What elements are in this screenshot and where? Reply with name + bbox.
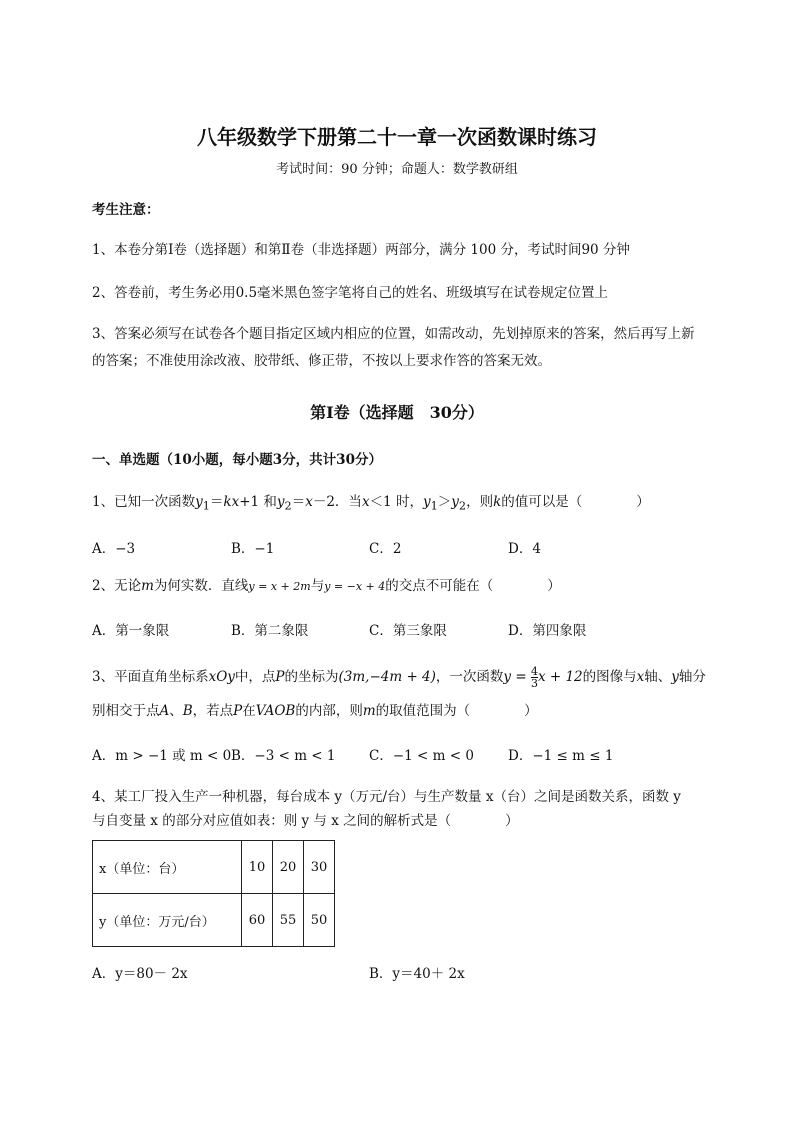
question-2-stem bbox=[92, 576, 561, 597]
question-4-stem-line-2: 与自变量 x 的部分对应值如表：则 y 与 x 之间的解析式是（ ） bbox=[92, 813, 519, 829]
question-3-stem-line-2 bbox=[92, 701, 538, 721]
q1-x: x bbox=[305, 494, 313, 510]
q2-text-3: 与 bbox=[310, 578, 325, 594]
value-table bbox=[92, 840, 335, 947]
q3-yaxis: y bbox=[671, 669, 679, 685]
q3-l2-a: 别相交于点 bbox=[92, 703, 160, 719]
note-item-2: 2、答卷前，考生务必用0.5毫米黑色签字笔将自己的姓名、班级填写在试卷规定位置上 bbox=[92, 285, 609, 301]
table-row bbox=[93, 841, 335, 894]
question-4-stem-line-1: 4、某工厂投入生产一种机器，每台成本 y（万元/台）与生产数量 x（台）之间是函数关系，函数 y bbox=[92, 789, 681, 805]
q1-option-a[interactable]: A．−3 bbox=[92, 541, 136, 557]
table-cell: 55 bbox=[273, 894, 304, 947]
q1-minus: －2．当 bbox=[312, 494, 362, 510]
note-item-3-line-2: 的答案；不准使用涂改液、胶带纸、修正带，不按以上要求作答的答案无效。 bbox=[92, 353, 551, 369]
q2-option-c[interactable]: C．第三象限 bbox=[369, 623, 447, 639]
notes-heading: 考生注意： bbox=[92, 202, 160, 218]
table-row-label-y: y（单位：万元/台） bbox=[93, 894, 242, 947]
q2-option-d[interactable]: D．第四象限 bbox=[508, 623, 587, 639]
q3-option-a[interactable]: A．m > −1 或 m < 0 bbox=[92, 748, 232, 764]
table-cell: 20 bbox=[273, 841, 304, 894]
q3-option-b[interactable]: B．−3 < m < 1 bbox=[231, 748, 336, 764]
q3-p2: P bbox=[233, 703, 243, 719]
q1-kx: kx bbox=[223, 494, 240, 510]
q2-option-b[interactable]: B．第二象限 bbox=[231, 623, 309, 639]
note-item-1: 1、本卷分第Ⅰ卷（选择题）和第Ⅱ卷（非选择题）两部分，满分 100 分，考试时间90 分钟 bbox=[92, 242, 630, 258]
q3-p: P bbox=[275, 669, 285, 685]
q3-m: m bbox=[362, 703, 376, 719]
q3-coord: (3m,−4m + 4) bbox=[338, 669, 436, 685]
table-cell: 30 bbox=[304, 841, 335, 894]
q3-option-d[interactable]: D．−1 ≤ m ≤ 1 bbox=[508, 748, 614, 764]
q3-fy: y = bbox=[503, 669, 531, 685]
q3-text-4: ，一次函数 bbox=[435, 669, 504, 685]
q3-text-3: 的坐标为 bbox=[284, 669, 339, 685]
q1-y1: y bbox=[195, 494, 203, 510]
q3-point-a: A bbox=[159, 703, 170, 719]
q3-point-b: B bbox=[182, 703, 193, 719]
q3-xoy: xOy bbox=[208, 669, 235, 685]
q3-num: 4 bbox=[530, 665, 538, 678]
q1-lt: ＜1 时， bbox=[369, 494, 423, 510]
q2-text-4: 的交点不可能在（ ） bbox=[385, 578, 561, 594]
q1-option-c[interactable]: C．2 bbox=[369, 541, 402, 557]
q1-plus1: +1 和 bbox=[239, 494, 277, 510]
q3-text-5: 的图像与 bbox=[582, 669, 637, 685]
q2-line-1: y = x + 2m bbox=[248, 580, 311, 593]
table-cell: 60 bbox=[242, 894, 273, 947]
q3-text-2: 中，点 bbox=[234, 669, 276, 685]
q3-l2-f: 的取值范围为（ ） bbox=[375, 703, 538, 719]
q1-eq1: ＝ bbox=[209, 494, 224, 510]
q1-y2-sub: 2 bbox=[284, 499, 292, 513]
q3-den: 3 bbox=[530, 677, 538, 690]
q3-triangle: VAOB bbox=[255, 703, 296, 719]
page-title: 八年级数学下册第二十一章一次函数课时练习 bbox=[197, 125, 597, 149]
q1-y1-sub: 1 bbox=[202, 499, 210, 513]
q4-option-a[interactable]: A．y＝80－ 2x bbox=[92, 966, 188, 982]
q1-option-b[interactable]: B．−1 bbox=[231, 541, 275, 557]
table-cell: 50 bbox=[304, 894, 335, 947]
q2-option-a[interactable]: A．第一象限 bbox=[92, 623, 170, 639]
q1-y1b-sub: 1 bbox=[430, 499, 438, 513]
q3-xaxis: x bbox=[636, 669, 645, 685]
q3-fraction bbox=[531, 666, 538, 689]
part-heading: 一、单选题（10小题，每小题3分，共计30分） bbox=[92, 452, 382, 468]
q3-fx: x + 12 bbox=[537, 669, 583, 685]
q3-text-6: 轴、 bbox=[644, 669, 672, 685]
q1-option-d[interactable]: D．4 bbox=[508, 541, 541, 557]
question-3-stem-line-1 bbox=[92, 664, 706, 690]
q3-l2-c: ，若点 bbox=[192, 703, 234, 719]
question-1-stem bbox=[92, 492, 650, 517]
q1-text: 1、已知一次函数 bbox=[92, 494, 196, 510]
q1-eq2: ＝ bbox=[291, 494, 306, 510]
q1-tail: 的值可以是（ ） bbox=[501, 494, 650, 510]
q1-x-cond: x bbox=[361, 494, 370, 510]
q3-option-c[interactable]: C．−1 < m < 0 bbox=[369, 748, 474, 764]
q3-l2-d: 在 bbox=[242, 703, 256, 719]
q1-gt: ＞ bbox=[437, 494, 452, 510]
q2-text-1: 2、无论 bbox=[92, 578, 142, 594]
table-row-label-x: x（单位：台） bbox=[93, 841, 242, 894]
exam-info: 考试时间：90 分钟；命题人：数学教研组 bbox=[276, 162, 518, 177]
q1-y1b: y bbox=[422, 494, 431, 510]
q2-line-2: y = −x + 4 bbox=[324, 580, 386, 593]
q1-then: ，则 bbox=[466, 494, 494, 510]
section-title: 第Ⅰ卷（选择题 30分） bbox=[310, 403, 484, 422]
q3-l2-e: 的内部，则 bbox=[295, 703, 363, 719]
table-row bbox=[93, 894, 335, 947]
q3-text-7: 轴分 bbox=[678, 669, 706, 685]
q1-y2b: y bbox=[451, 494, 459, 510]
q2-m: m bbox=[141, 578, 154, 594]
q4-option-b[interactable]: B．y＝40＋ 2x bbox=[369, 966, 465, 982]
q2-text-2: 为何实数．直线 bbox=[153, 578, 249, 594]
q1-y2b-sub: 2 bbox=[458, 499, 467, 513]
note-item-3-line-1: 3、答案必须写在试卷各个题目指定区域内相应的位置，如需改动，先划掉原来的答案，然后再写上新 bbox=[92, 326, 695, 342]
table-cell: 10 bbox=[242, 841, 273, 894]
q1-k: k bbox=[493, 494, 502, 510]
q3-l2-b: 、 bbox=[169, 703, 183, 719]
q1-y2: y bbox=[276, 494, 285, 510]
q3-text-1: 3、平面直角坐标系 bbox=[92, 669, 209, 685]
